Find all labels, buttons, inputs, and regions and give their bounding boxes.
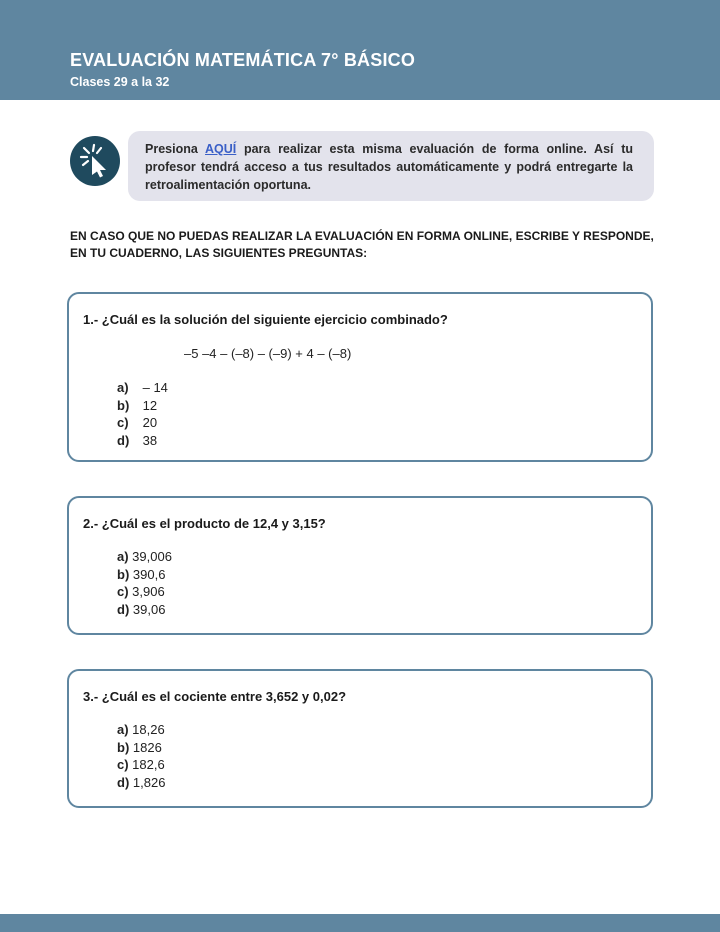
option-letter: c) xyxy=(117,415,129,430)
online-notice-text xyxy=(145,140,633,194)
option-d xyxy=(117,774,165,792)
question-1-box xyxy=(67,292,653,462)
option-letter: c) xyxy=(117,757,129,772)
option-b xyxy=(117,739,165,757)
option-c xyxy=(117,583,172,601)
option-text: – 14 xyxy=(139,380,168,395)
question-1-expression: –5 –4 – (–8) – (–9) + 4 – (–8) xyxy=(184,346,352,361)
question-2-options xyxy=(117,548,172,618)
cursor-click-icon xyxy=(70,136,120,186)
question-3-box xyxy=(67,669,653,808)
option-text: 18,26 xyxy=(128,722,165,737)
page-subtitle: Clases 29 a la 32 xyxy=(70,75,170,89)
option-text: 39,06 xyxy=(129,601,166,617)
question-2-box xyxy=(67,496,653,635)
option-text: 390,6 xyxy=(129,566,166,582)
option-letter: a) xyxy=(117,549,129,564)
page-footer-bar xyxy=(0,914,720,932)
page-header xyxy=(0,0,720,100)
question-2-title: 2.- ¿Cuál es el producto de 12,4 y 3,15? xyxy=(83,516,326,531)
option-c xyxy=(117,414,168,432)
option-text: 38 xyxy=(139,432,158,448)
option-letter: c) xyxy=(117,584,129,599)
question-1-options xyxy=(117,379,168,449)
option-text: 12 xyxy=(139,397,158,413)
option-text: 20 xyxy=(139,415,158,430)
question-3-options xyxy=(117,721,165,791)
option-text: 1,826 xyxy=(129,774,166,790)
option-a xyxy=(117,379,168,397)
online-evaluation-link[interactable]: AQUÍ xyxy=(205,142,237,156)
option-letter: d) xyxy=(117,601,130,617)
option-letter: a) xyxy=(117,722,129,737)
option-b xyxy=(117,397,168,415)
question-3-title: 3.- ¿Cuál es el cociente entre 3,652 y 0,02? xyxy=(83,689,347,704)
option-text: 3,906 xyxy=(128,584,165,599)
instructions-text: EN CASO QUE NO PUEDAS REALIZAR LA EVALUACIÓN EN FORMA ONLINE, ESCRIBE Y RESPONDE, EN TU CUADERNO, LAS SIGUIENTES PREGUNTAS: xyxy=(70,229,654,260)
option-d xyxy=(117,601,172,619)
option-c xyxy=(117,756,165,774)
option-text: 1826 xyxy=(129,739,162,755)
page-title: EVALUACIÓN MATEMÁTICA 7° BÁSICO xyxy=(70,50,416,70)
option-letter: d) xyxy=(117,432,130,448)
option-letter: b) xyxy=(117,739,130,755)
option-a xyxy=(117,548,172,566)
notice-text-after: para realizar esta misma evaluación de forma online. Así tu profesor tendrá acceso a tus resultados automáticamente y podrá entregarte la retroalimentación oportuna. xyxy=(145,142,633,192)
option-b xyxy=(117,566,172,584)
question-1-title: 1.- ¿Cuál es la solución del siguiente ejercicio combinado? xyxy=(83,312,448,327)
option-text: 182,6 xyxy=(128,757,165,772)
option-letter: d) xyxy=(117,774,130,790)
option-a xyxy=(117,721,165,739)
option-d xyxy=(117,432,168,450)
option-letter: b) xyxy=(117,566,130,582)
option-letter: a) xyxy=(117,380,129,395)
notice-text-before: Presiona xyxy=(145,142,206,156)
option-letter: b) xyxy=(117,397,130,413)
option-text: 39,006 xyxy=(128,549,172,564)
